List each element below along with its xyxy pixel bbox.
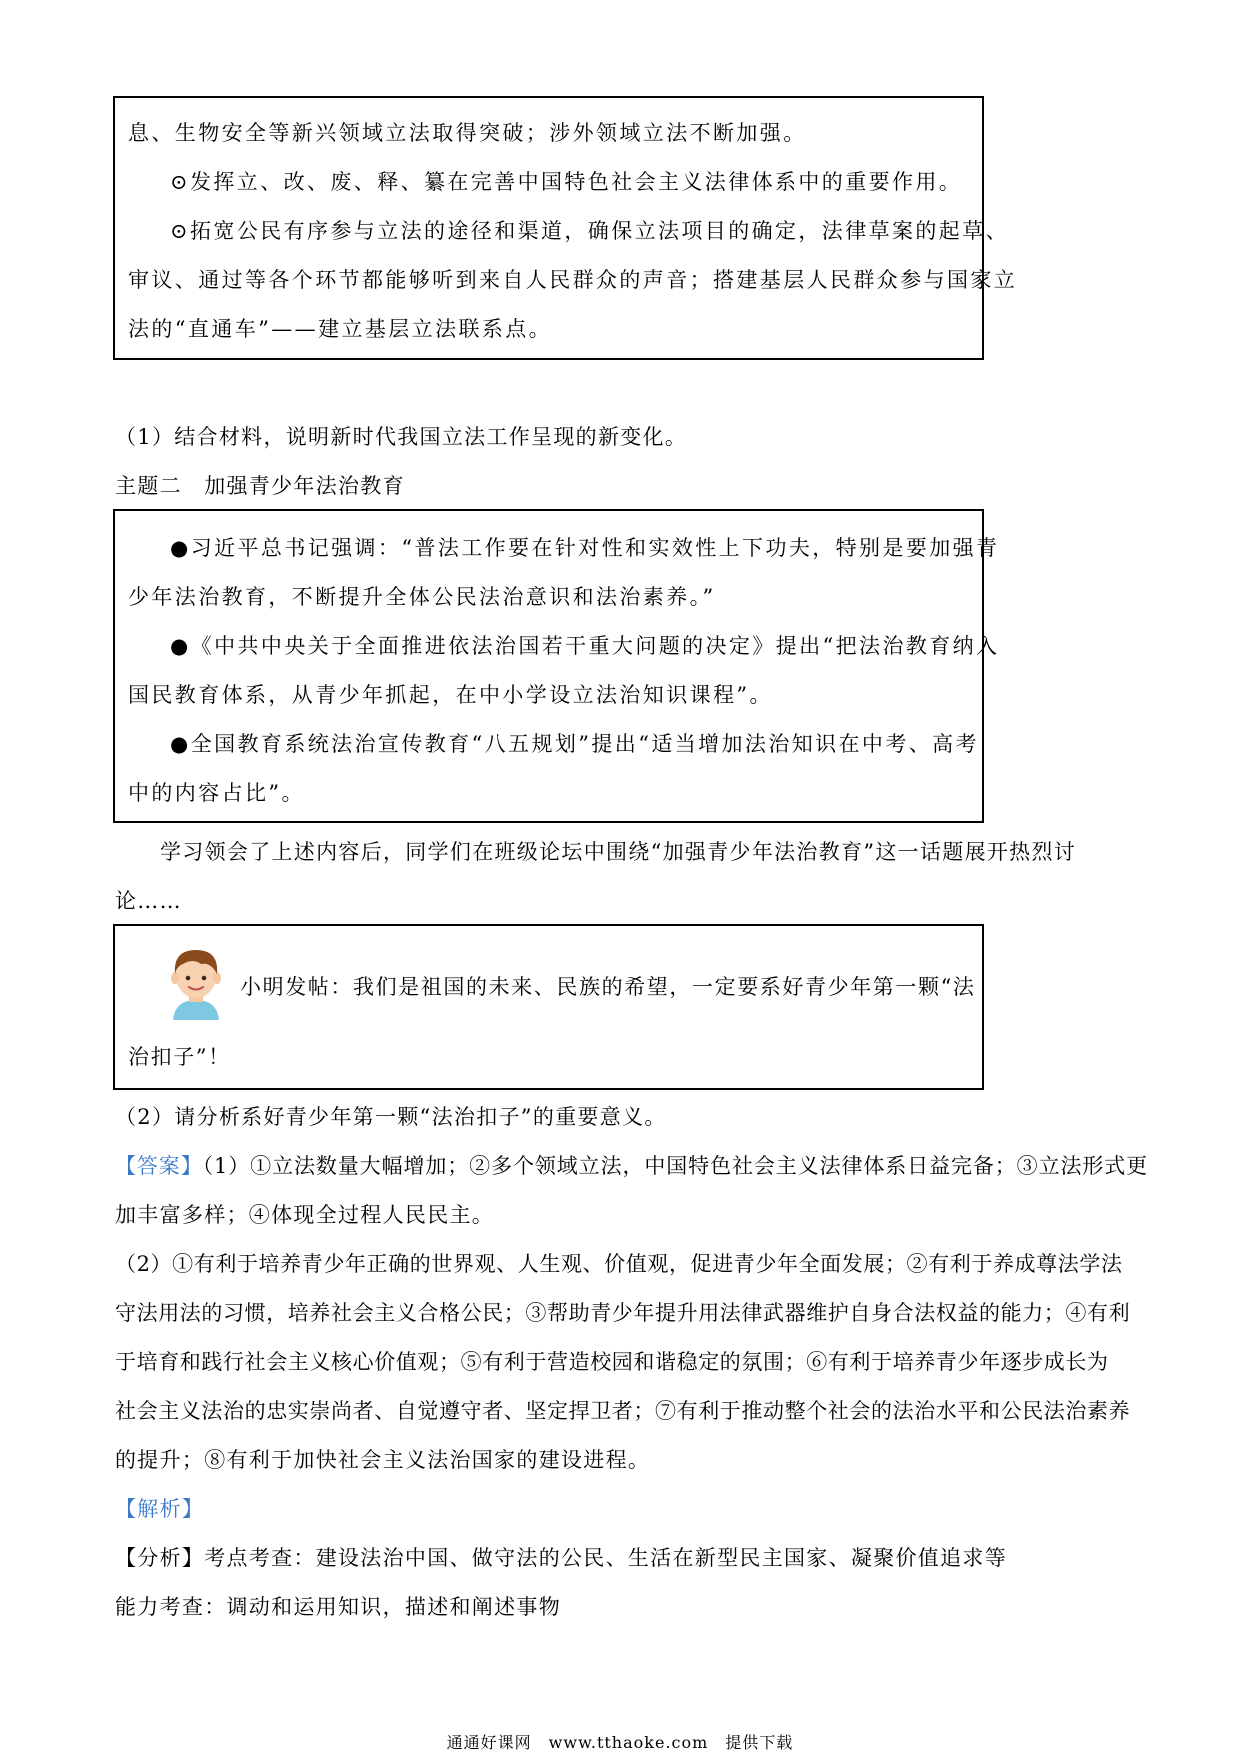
answer-line-7: 的提升；⑧有利于加快社会主义法治国家的建设进程。 [115, 1448, 651, 1472]
forum-post-box [113, 924, 984, 1090]
box1-line-1: 息、生物安全等新兴领域立法取得突破；涉外领域立法不断加强。 [128, 121, 807, 145]
answer-line-2: 加丰富多样；④体现全过程人民民主。 [115, 1203, 495, 1227]
box1-line-2: ⊙发挥立、改、废、释、纂在完善中国特色社会主义法律体系中的重要作用。 [170, 170, 963, 194]
question-1: （1）结合材料，说明新时代我国立法工作呈现的新变化。 [115, 425, 688, 449]
answer-text-1: （1）①立法数量大幅增加；②多个领域立法，中国特色社会主义法律体系日益完备；③立法形式更 [202, 1154, 1149, 1178]
answer-line-5: 于培育和践行社会主义核心价值观；⑤有利于营造校园和谐稳定的氛围；⑥有利于培养青少年逐步成长为 [115, 1350, 1109, 1374]
box2-line-2: 少年法治教育，不断提升全体公民法治意识和法治素养。” [128, 585, 716, 609]
analysis-line-2: 能力考查：调动和运用知识，描述和阐述事物 [115, 1595, 561, 1619]
footer-watermark: 通通好课网 www.tthaoke.com 提供下载 [446, 1733, 794, 1752]
answer-line-3: （2）①有利于培养青少年正确的世界观、人生观、价值观，促进青少年全面发展；②有利于养成尊法学法 [115, 1252, 1123, 1276]
box2-line-6: 中的内容占比”。 [128, 781, 305, 805]
analysis-line-1: 【分析】考点考查：建设法治中国、做守法的公民、生活在新型民主国家、凝聚价值追求等 [115, 1546, 1007, 1570]
intro-line-1: 学习领会了上述内容后，同学们在班级论坛中围绕“加强青少年法治教育”这一话题展开热烈讨 [160, 840, 1077, 864]
theme-2-heading: 主题二 加强青少年法治教育 [115, 474, 405, 498]
answer-label: 【答案】 [115, 1154, 203, 1178]
answer-line-1 [115, 1150, 1148, 1180]
answer-line-6: 社会主义法治的忠实崇尚者、自觉遵守者、坚定捍卫者；⑦有利于推动整个社会的法治水平和公民法治素养 [115, 1399, 1131, 1423]
intro-line-2: 论…… [115, 889, 182, 913]
box1-line-4: 审议、通过等各个环节都能够听到来自人民群众的声音；搭建基层人民群众参与国家立 [128, 268, 1018, 292]
box2-line-4: 国民教育体系，从青少年抓起，在中小学设立法治知识课程”。 [128, 683, 773, 707]
question-2: （2）请分析系好青少年第一颗“法治扣子”的重要意义。 [115, 1105, 667, 1129]
boy-avatar-icon [167, 944, 225, 1020]
post-line-1: 小明发帖：我们是祖国的未来、民族的希望，一定要系好青少年第一颗“法 [240, 975, 976, 999]
box1-line-3: ⊙拓宽公民有序参与立法的途径和渠道，确保立法项目的确定，法律草案的起草、 [170, 219, 1009, 243]
box2-line-5: ●全国教育系统法治宣传教育“八五规划”提出“适当增加法治知识在中考、高考 [170, 732, 979, 756]
box2-line-1: ●习近平总书记强调：“普法工作要在针对性和实效性上下功夫，特别是要加强青 [170, 536, 1000, 560]
answer-line-4: 守法用法的习惯，培养社会主义合格公民；③帮助青少年提升用法律武器维护自身合法权益的能力；④有利 [115, 1301, 1131, 1325]
material-box-education [113, 509, 1000, 823]
material-box-legislation [113, 96, 1018, 360]
box1-line-5: 法的“直通车”——建立基层立法联系点。 [128, 317, 553, 341]
analysis-label: 【解析】 [115, 1497, 205, 1521]
box2-line-3: ●《中共中央关于全面推进依法治国若干重大问题的决定》提出“把法治教育纳入 [170, 634, 1000, 658]
post-line-2: 治扣子”！ [128, 1045, 231, 1069]
